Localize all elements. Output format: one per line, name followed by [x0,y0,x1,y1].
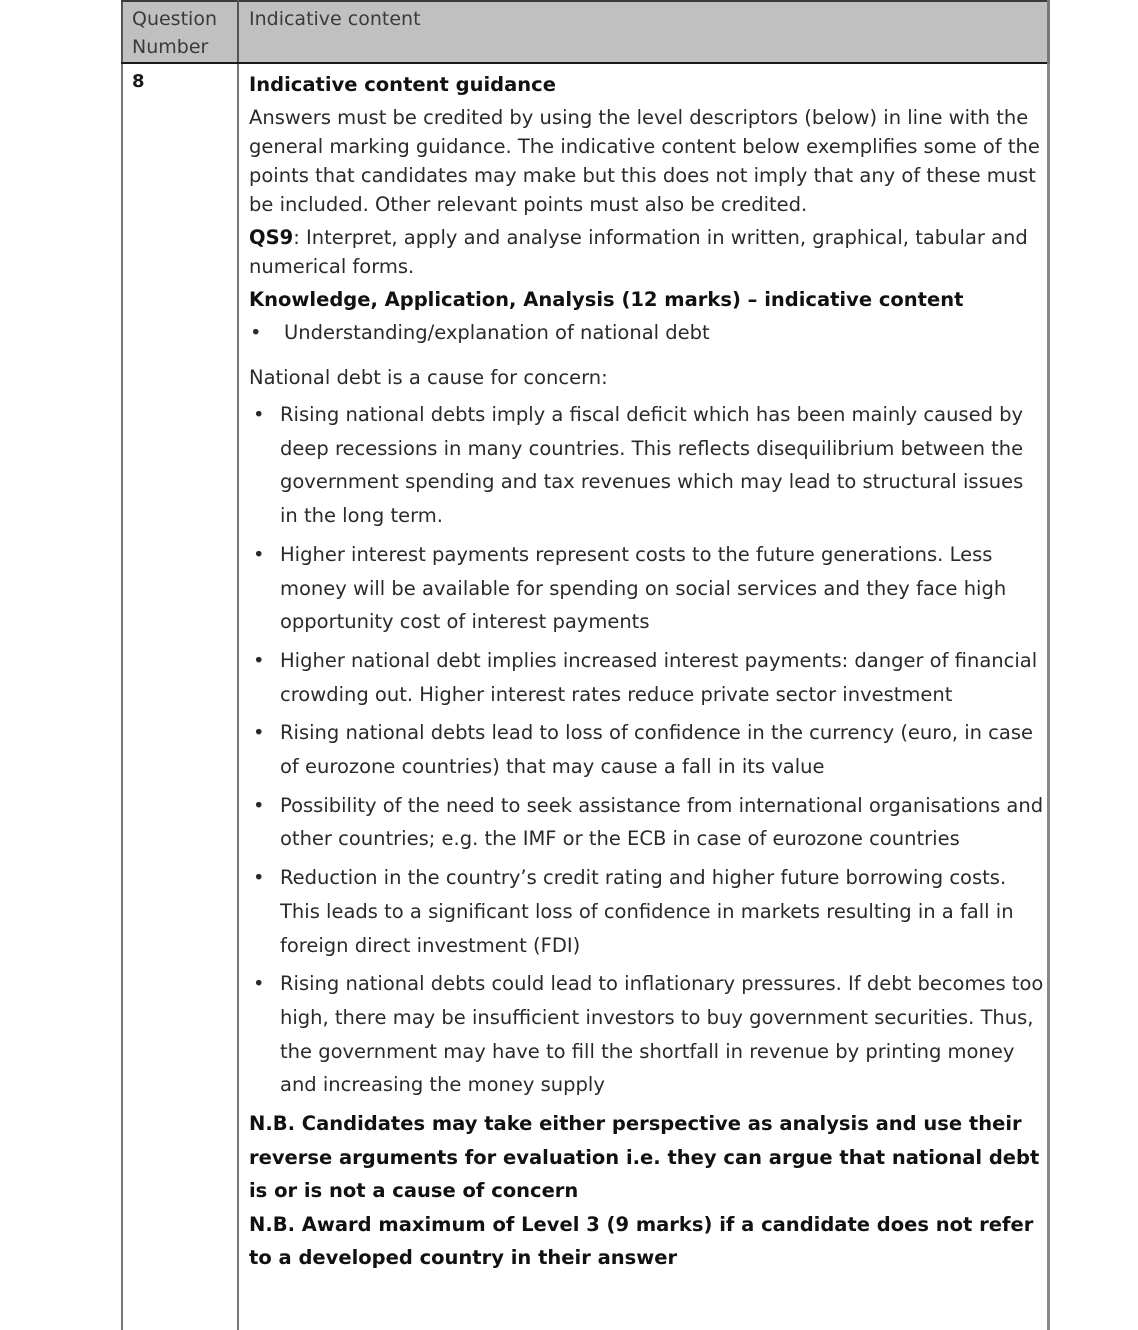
question-number-cell: 8 [122,63,238,1330]
mark-scheme-table [121,0,1050,1330]
nb-note-perspective: N.B. Candidates may take either perspective as analysis and use their reverse arguments for evaluation i.e. they can argue that national debt is or is not a cause of concern [249,1112,1040,1203]
guidance-text: Answers must be credited by using the level descriptors (below) in line with the general marking guidance. The indicative content below exemplifies some of the points that candidates may make but this does not imply that any of these must be included. Other relevant points must also be credited. [249,106,1040,216]
header-question-number: Question Number [122,1,238,63]
list-item: • Higher interest payments represent costs to the future generations. Less money will be available for spending on social services and they face high opportunity cost of interest payments [249,538,1047,639]
table-header-row [122,1,1048,63]
list-item: • Rising national debts lead to loss of confidence in the currency (euro, in case of eurozone countries) that may cause a fall in its value [249,716,1047,783]
concern-intro: National debt is a cause for concern: [249,366,608,389]
list-item: • Rising national debts could lead to inflationary pressures. If debt becomes too high, there may be insufficient investors to buy government securities. Thus, the government may have to fill the shortfall in revenue by printing money and increasing the money supply [249,967,1047,1102]
list-item: • Rising national debts imply a fiscal deficit which has been mainly caused by deep recessions in many countries. This reflects disequilibrium between the government spending and tax revenues which may lead to structural issues in the long term. [249,398,1047,533]
header-indicative-content: Indicative content [238,1,1048,63]
qs-label: QS9 [249,226,294,249]
list-item: • Higher national debt implies increased interest payments: danger of financial crowding out. Higher interest rates reduce private sector investment [249,644,1047,711]
qs-text: : Interpret, apply and analyse information in written, graphical, tabular and numerical forms. [249,226,1028,278]
nb-note-level-cap: N.B. Award maximum of Level 3 (9 marks) if a candidate does not refer to a developed country in their answer [249,1212,1034,1270]
concern-points-list [249,398,1047,1102]
list-item: • Reduction in the country’s credit rating and higher future borrowing costs. This leads to a significant loss of confidence in markets resulting in a fall in foreign direct investment (FDI) [249,861,1047,962]
indicative-content-cell [238,63,1048,1330]
guidance-title: Indicative content guidance [249,73,556,96]
table-row [122,63,1048,1330]
kaa-title: Knowledge, Application, Analysis (12 marks) – indicative content [249,288,964,311]
bullet-understanding: • Understanding/explanation of national debt [249,318,1047,347]
qs-line [249,223,1047,281]
list-item: • Possibility of the need to seek assistance from international organisations and other countries; e.g. the IMF or the ECB in case of eurozone countries [249,789,1047,856]
